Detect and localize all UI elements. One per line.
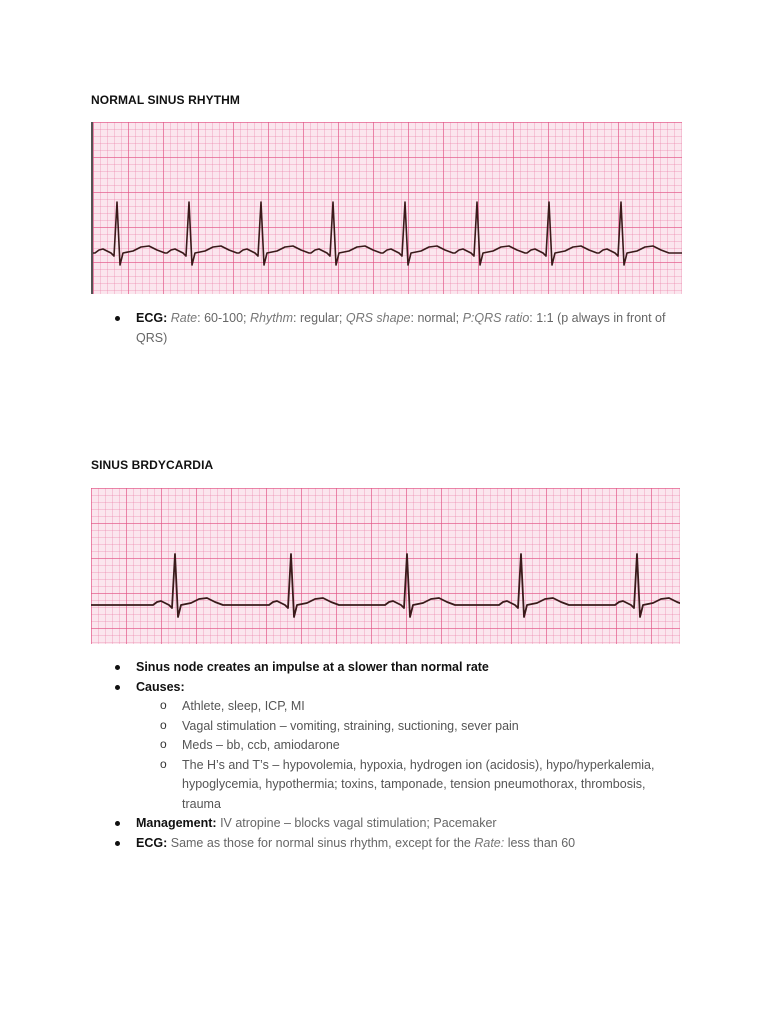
heading-sinus-bradycardia: SINUS BRDYCARDIA [91, 458, 214, 472]
ecg-strip-sinus-bradycardia [91, 488, 680, 644]
nsr-ecg-item: ECG: Rate: 60-100; Rhythm: regular; QRS shape: normal; P:QRS ratio: 1:1 (p always in front of QRS) [113, 309, 683, 348]
heading-normal-sinus-rhythm: NORMAL SINUS RHYTHM [91, 93, 241, 107]
ecg-trace-normal [93, 122, 682, 294]
cause-item: o Vagal stimulation – vomiting, straining, suctioning, sever pain [159, 717, 683, 737]
brady-bullet-list [113, 658, 683, 853]
ecg-trace-bradycardia [91, 488, 680, 644]
ecg-strip-normal-sinus-rhythm [91, 122, 682, 294]
cause-item: o Athlete, sleep, ICP, MI [159, 697, 683, 717]
brady-impulse-item: Sinus node creates an impulse at a slower than normal rate [113, 658, 683, 678]
cause-item: o The H’s and T’s – hypovolemia, hypoxia, hydrogen ion (acidosis), hypo/hyperkalemia, hypoglycemia, hypothermia; toxins, tamponade, tension pneumothorax, thrombosis, trauma [159, 756, 683, 815]
brady-ecg-item: ECG: Same as those for normal sinus rhythm, except for the Rate: less than 60 [113, 834, 683, 854]
brady-causes-item: Causes: o Athlete, sleep, ICP, MI o Vagal stimulation – vomiting, straining, suctioning, sever pain o Meds – bb, ccb, amiodarone o The H’s and T’s – hypovolemia, hypoxia, hydrogen ion (acidosis), hypo/hyperkalemia, hypoglycemia, hypothermia; toxins, tamponade, tension pneumothorax, thrombosis, trauma [113, 678, 683, 815]
brady-management-item: Management: IV atropine – blocks vagal stimulation; Pacemaker [113, 814, 683, 834]
causes-sublist [136, 697, 683, 814]
nsr-bullet-list [113, 309, 683, 348]
cause-item: o Meds – bb, ccb, amiodarone [159, 736, 683, 756]
